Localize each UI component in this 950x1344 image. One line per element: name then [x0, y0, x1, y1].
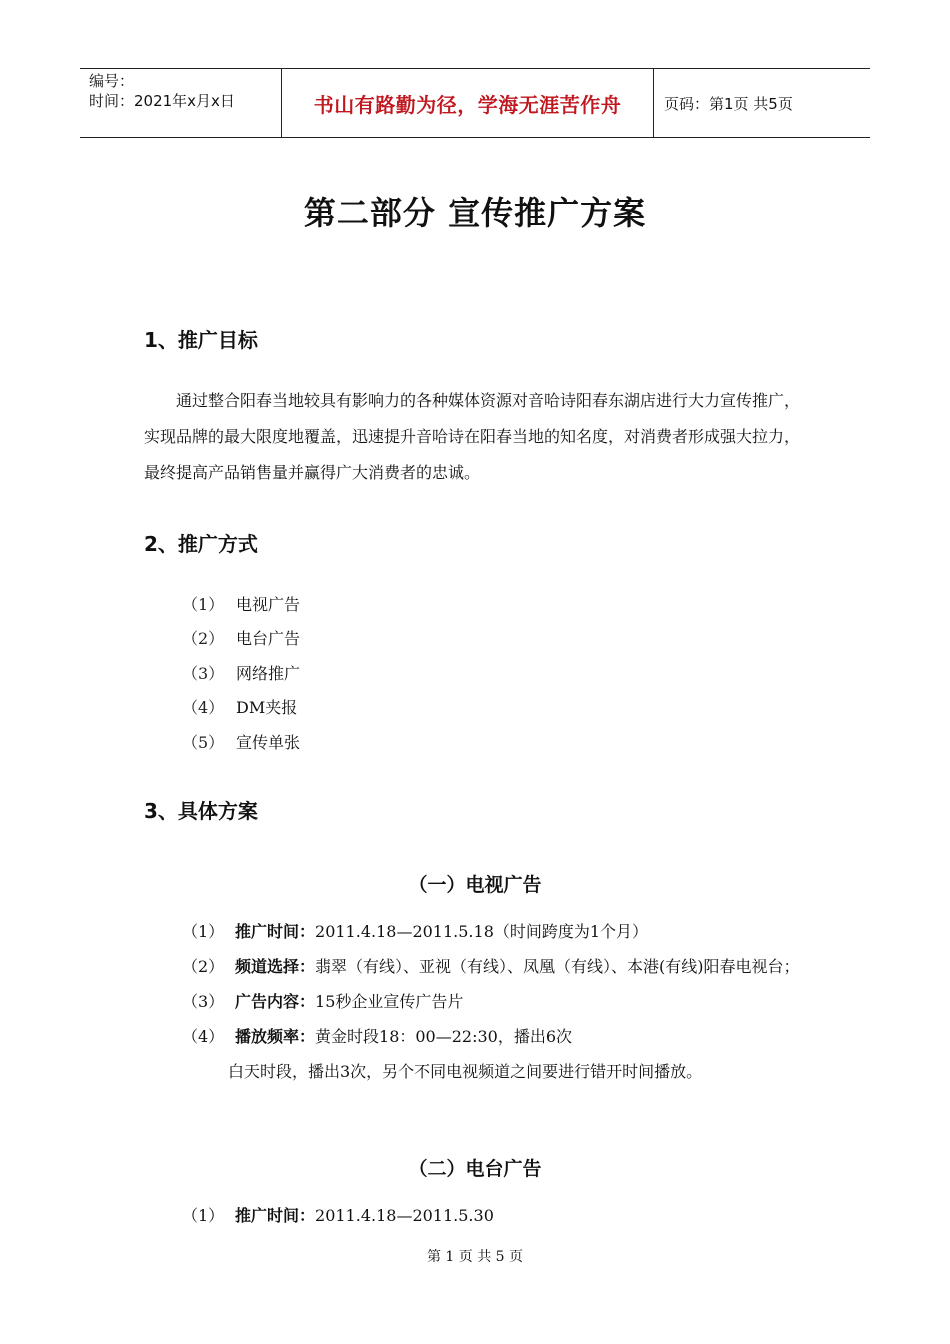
- list-item: [182, 621, 300, 656]
- list-item-number: （4）: [182, 698, 225, 718]
- list-item-number: （4）: [182, 1027, 225, 1046]
- list-item-text: DM夹报: [236, 698, 298, 718]
- list-item: [182, 914, 812, 949]
- list-item-number: （2）: [182, 629, 225, 649]
- list-item: [182, 690, 300, 725]
- item-text: 翡翠（有线）、亚视（有线）、凤凰（有线）、本港(有线)阳春电视台；: [315, 957, 800, 976]
- header-motto: 书山有路勤为径，学海无涯苦作舟: [282, 69, 654, 137]
- list-item-text: 宣传单张: [236, 732, 301, 752]
- document-title: 第二部分 宣传推广方案: [303, 194, 647, 232]
- list-item-number: （1）: [182, 594, 225, 614]
- item-label: 推广时间：: [235, 1206, 316, 1225]
- methods-list: [182, 586, 300, 759]
- subsection-heading-radio: （二）电台广告: [408, 1158, 542, 1180]
- list-item: [182, 724, 300, 759]
- list-item: [182, 1019, 812, 1054]
- list-item-number: （3）: [182, 663, 225, 683]
- item-label: 广告内容：: [235, 992, 316, 1011]
- item-text: 2011.4.18—2011.5.30: [315, 1206, 494, 1225]
- list-item-text: 网络推广: [236, 663, 301, 683]
- section-heading-goal: 1、推广目标: [144, 328, 258, 352]
- date-label: 时间：2021年x月x日: [89, 92, 235, 110]
- number-label: 编号：: [89, 72, 135, 90]
- tv-plan-list: [182, 914, 812, 1089]
- list-item: [182, 1198, 812, 1233]
- item-text: 黄金时段18：00—22:30，播出6次: [315, 1027, 573, 1046]
- list-item: [182, 655, 300, 690]
- header-meta: [80, 69, 282, 137]
- section-heading-methods: 2、推广方式: [144, 532, 258, 556]
- list-item: [182, 949, 812, 984]
- list-item-text: 电视广告: [236, 594, 301, 614]
- header-page-label: 页码：第1页 共5页: [664, 94, 793, 113]
- goal-paragraph: 通过整合阳春当地较具有影响力的各种媒体资源对音哈诗阳春东湖店进行大力宣传推广，实现品牌的最大限度地覆盖，迅速提升音哈诗在阳春当地的知名度，对消费者形成强大拉力，最终提高产品销售量并赢得广大消费者的忠诚。: [144, 391, 801, 482]
- frequency-continuation: 白天时段，播出3次，另个不同电视频道之间要进行错开时间播放。: [228, 1062, 703, 1081]
- list-item-number: （1）: [182, 922, 225, 941]
- header-table: [80, 68, 870, 138]
- list-item-number: （1）: [182, 1206, 225, 1225]
- list-item-text: 电台广告: [236, 629, 301, 649]
- subsection-heading-tv: （一）电视广告: [408, 874, 542, 896]
- list-item-number: （3）: [182, 992, 225, 1011]
- section-heading-plan: 3、具体方案: [144, 799, 258, 823]
- item-label: 播放频率：: [235, 1027, 316, 1046]
- item-label: 推广时间：: [235, 922, 316, 941]
- list-item-number: （2）: [182, 957, 225, 976]
- item-text: 15秒企业宣传广告片: [315, 992, 464, 1011]
- list-item-number: （5）: [182, 732, 225, 752]
- item-label: 频道选择：: [235, 957, 316, 976]
- list-item: [182, 984, 812, 1019]
- radio-plan-list: [182, 1198, 812, 1233]
- list-item: [182, 586, 300, 621]
- item-text: 2011.4.18—2011.5.18（时间跨度为1个月）: [315, 922, 649, 941]
- page-footer: 第 1 页 共 5 页: [426, 1249, 524, 1265]
